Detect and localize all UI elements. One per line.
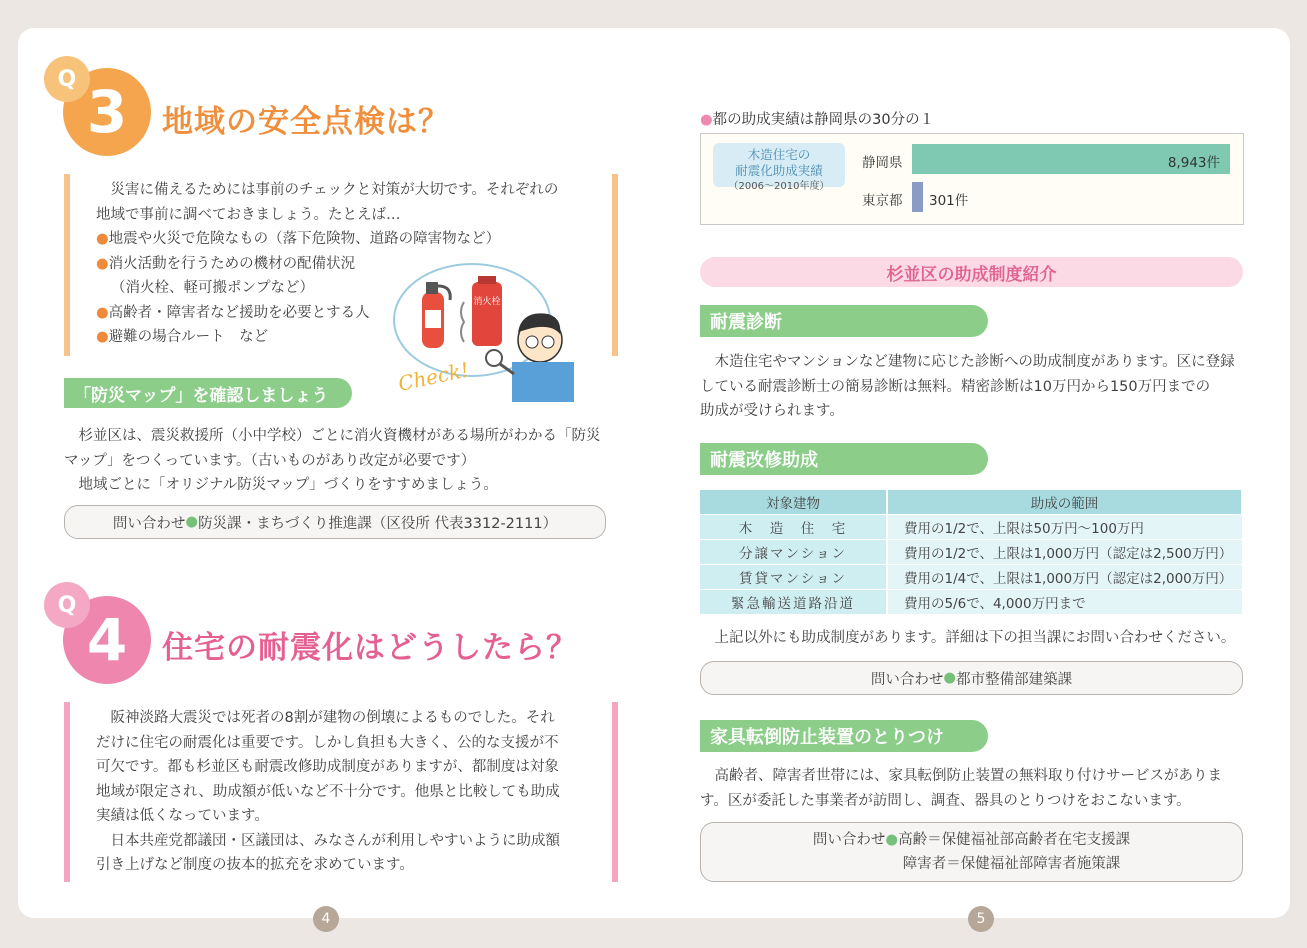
q4-number-badge: 4	[63, 596, 151, 684]
table-row: 賃貸マンション 費用の1/4で、上限は1,000万円（認定は2,000万円）	[700, 565, 1242, 590]
map-text: 杉並区は、震災救援所（小中学校）ごとに消火資機材がある場所がわかる「防災 マップ」をつくっています。（古いものがあり改定が必要です） 地域ごとに「オリジナル防災マップ」づくりをすすめましょう。	[64, 428, 601, 493]
furniture-text: 高齢者、障害者世帯には、家具転倒防止装置の無料取り付けサービスがありま す。区が委託した事業者が訪問し、調査、器具のとりつけをおこないます。	[700, 768, 1222, 809]
q3-item-sub: （消火栓、軽可搬ポンプなど）	[111, 280, 314, 296]
chart-title: ●都の助成実績は静岡県の30分の１	[700, 112, 935, 128]
q3-item: ●避難の場合ルート など	[96, 329, 269, 345]
magnifier-icon	[486, 350, 502, 366]
diagnosis-heading: 耐震診断	[700, 305, 988, 337]
inquiry-box-building: 問い合わせ ● 都市整備部建築課	[700, 661, 1243, 695]
chart-value-label: 301件	[929, 193, 969, 209]
map-heading: 「防災マップ」を確認しましょう	[64, 378, 352, 408]
q3-intro-line1: 災害に備えるためには事前のチェックと対策が大切です。それぞれの	[96, 182, 559, 198]
chart-bar	[912, 182, 923, 212]
q3-item: ●消火活動を行うための機材の配備状況	[96, 255, 356, 272]
retrofit-heading: 耐震改修助成	[700, 443, 988, 475]
page-number-left: 4	[313, 906, 339, 932]
table-row: 分譲マンション 費用の1/2で、上限は1,000万円（認定は2,500万円）	[700, 540, 1242, 565]
q3-q-badge: Q	[44, 56, 90, 102]
q3-intro-line2: 地域で事前に調べておきましょう。たとえば…	[96, 206, 401, 223]
page-number-right: 5	[968, 906, 994, 932]
q3-inquiry-box: 問い合わせ ● 防災課・まちづくり推進課（区役所 代表3312-2111）	[64, 505, 606, 539]
q3-item: ●高齢者・障害者など援助を必要とする人	[96, 304, 370, 321]
subsidy-table	[700, 490, 1243, 614]
q3-title: 地域の安全点検は？	[162, 104, 450, 140]
diagnosis-text: 木造住宅やマンションなど建物に応じた診断への助成制度があります。区に登録 している耐震診断士の簡易診断は無料。精密診断は10万円から150万円までの 助成が受けられます。	[700, 354, 1235, 419]
q4-q-badge: Q	[44, 582, 90, 628]
chart-value-label: 8,943件	[1167, 155, 1220, 171]
table-header: 助成の範囲	[887, 490, 1242, 515]
inquiry-box-welfare: 問い合わせ●高齢＝保健福祉部高齢者在宅支援課 障害者＝保健福祉部障害者施策課	[700, 822, 1243, 882]
table-row: 木 造 住 宅 費用の1/2で、上限は50万円～100万円	[700, 515, 1242, 540]
chart-side-label: 木造住宅の 耐震化助成実績 （2006～2010年度）	[713, 143, 845, 187]
furniture-heading: 家具転倒防止装置のとりつけ	[700, 720, 988, 752]
q3-item: ●地震や火災で危険なもの（落下危険物、道路の障害物など）	[96, 231, 501, 247]
subsidy-band-title: 杉並区の助成制度紹介	[700, 257, 1243, 287]
other-subsidy-note: 上記以外にも助成制度があります。詳細は下の担当課にお問い合わせください。	[700, 630, 1236, 646]
svg-text:消火栓: 消火栓	[473, 297, 501, 307]
q4-text-box: 阪神淡路大震災では死者の8割が建物の倒壊によるものでした。それ だけに住宅の耐震化は重要です。しかし負担も大きく、公的な支援が不 可欠です。都も杉並区も耐震改修助成制度がありますが、都制度は対象 地域が限定され、助成額が低いなど不十分です。他県と比較しても助成 実績は低くなっています。 日本共産党都議団・区議団は、みなさんが利用しやすいように助成額 引き上げなど制度の抜本的拡充を求めています。	[64, 702, 618, 882]
hydrant-icon	[472, 282, 502, 346]
table-header: 対象建物	[700, 490, 887, 515]
q4-title: 住宅の耐震化はどうしたら？	[162, 630, 578, 666]
q3-number-badge: 3	[63, 68, 151, 156]
inspector-illustration	[392, 262, 592, 402]
chart-category-label: 静岡県	[862, 155, 903, 171]
chart-category-label: 東京都	[862, 193, 903, 209]
check-label: Check!	[396, 357, 471, 396]
table-row: 緊急輸送道路沿道 費用の5/6で、4,000万円まで	[700, 590, 1242, 615]
